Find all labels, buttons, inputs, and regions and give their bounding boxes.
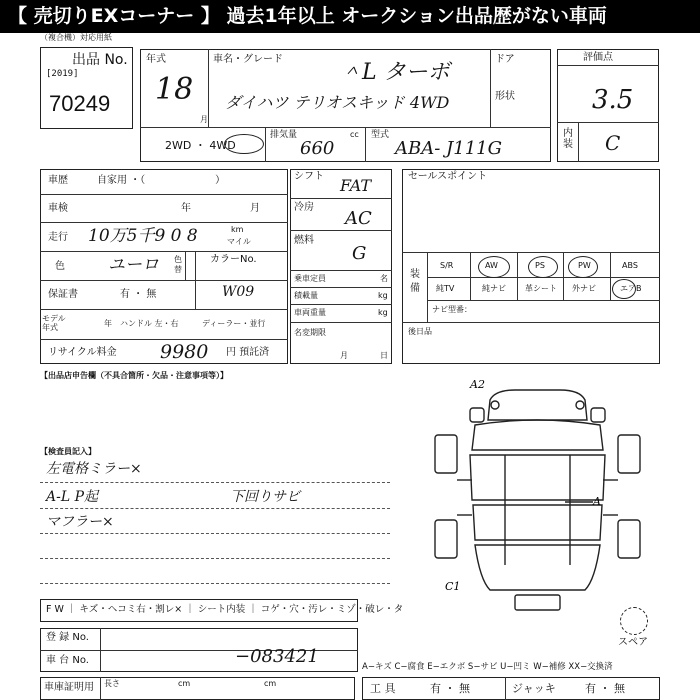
lot-year-tag: [2019] (46, 69, 79, 79)
inspector-note-2: A-L P起 (46, 489, 99, 505)
color-change-label: 色替 (174, 255, 182, 274)
spare-tire-icon (620, 607, 648, 635)
displacement-label: 排気量 (270, 130, 298, 140)
shift-label: シフト (294, 171, 324, 182)
aw-circle (478, 256, 510, 278)
year-value: 18 (155, 72, 194, 107)
equipment-label: 装備 (410, 269, 420, 294)
equip-sr: S/R (440, 261, 454, 270)
sales-point-label: セールスポイント (408, 171, 488, 182)
chassis-value: −083421 (235, 646, 319, 667)
chassis-label: 車 台 No. (46, 655, 89, 666)
inspector-note-4: 下回りサビ (230, 489, 300, 505)
equip-ps: PS (535, 261, 545, 270)
cc-unit: cc (350, 130, 359, 139)
capacity-unit: 名 (380, 274, 388, 283)
color-code-label: カラーNo. (210, 254, 257, 265)
inspector-title: 【検査員記入】 (40, 447, 96, 456)
cm-unit-1: cm (178, 679, 191, 688)
weight-label: 車両重量 (294, 308, 326, 317)
equip-pw: PW (578, 261, 591, 270)
capacity-label: 乗車定員 (294, 274, 326, 283)
grade-handwritten: ＾L ターボ (340, 60, 450, 85)
color-label: 色 (55, 261, 65, 272)
year-label: 年式 (146, 54, 166, 65)
equip-navi: 純ナビ (482, 284, 506, 293)
fuel-value: G (352, 243, 367, 264)
name-grade-label: 車名・グレード (213, 54, 283, 65)
vehicle-name-handwritten: ダイハツ テリオスキッド 4WD (225, 93, 450, 112)
history-label: 車歴 (48, 175, 68, 186)
drive-4wd-circle (224, 134, 264, 154)
score-value: 3.5 (592, 85, 634, 115)
displacement-value: 660 (300, 138, 335, 159)
inspector-note-3: マフラー× (46, 514, 114, 530)
model-year-label: モデル年式 (42, 314, 66, 332)
jack-label: ジャッキ (512, 682, 556, 695)
model-label: 型式 (371, 130, 390, 140)
ps-circle (528, 256, 558, 278)
interior-label: 内装 (563, 128, 573, 150)
name-change-day: 日 (380, 351, 388, 360)
door-label: ドア (495, 54, 515, 65)
drive-label: 2WD ・ 4WD (165, 139, 236, 152)
model-year-unit: 年 (104, 319, 112, 328)
equip-airbag: エアB (620, 284, 642, 293)
fuel-label: 燃料 (294, 235, 314, 246)
mileage-value: 10万5千9 0 8 (88, 226, 198, 246)
inspector-note-1: 左電格ミラー× (46, 461, 142, 477)
pw-circle (568, 256, 598, 278)
navi-model-label: ナビ型番： (432, 305, 472, 314)
dealer-label: ディーラー・並行 (202, 319, 266, 328)
load-unit: kg (378, 291, 388, 300)
equip-tv: 純TV (436, 284, 455, 293)
warranty-value: 有 ・ 無 (120, 289, 157, 300)
recycle-value: 9980 (160, 341, 209, 363)
color-code-value: W09 (222, 284, 255, 300)
mark-right: A (593, 495, 601, 508)
equip-abs: ABS (622, 261, 638, 270)
handle-label: ハンドル 左・右 (120, 319, 179, 328)
equip-ext-navi: 外ナビ (572, 284, 596, 293)
reg-label: 登 録 No. (46, 632, 89, 643)
car-damage-diagram (415, 380, 660, 620)
detail-table (40, 169, 288, 364)
weight-unit: kg (378, 308, 388, 317)
jack-value: 有 ・ 無 (585, 682, 625, 695)
form-subheader: （複合機）対応用紙 (40, 33, 112, 42)
tools-value: 有 ・ 無 (430, 682, 470, 695)
cm-unit-2: cm (264, 679, 277, 688)
equip-aw: AW (485, 261, 498, 270)
mileage-km-unit: km (231, 225, 244, 234)
aircon-label: 冷房 (294, 202, 314, 213)
lot-number: 70249 (49, 91, 111, 116)
equip-leather: 革シート (525, 284, 557, 293)
history-value: 自家用 ・（ ） (97, 175, 226, 186)
codes-row-text: F W ｜ キズ・ヘコミ右・割レ× ｜ シート内装 ｜ コゲ・穴・汚レ・ミゾ・破レ・タ (46, 604, 404, 615)
inspection-label: 車検 (48, 203, 68, 214)
load-label: 積載量 (294, 291, 318, 300)
name-change-month: 月 (340, 351, 348, 360)
interior-value: C (605, 131, 621, 155)
aircon-value: AC (345, 208, 372, 229)
shift-value: FAT (340, 176, 372, 195)
report-title: 【出品店申告欄（不具合箇所・欠品・注意事項等）】 (40, 371, 228, 380)
airbag-circle (612, 279, 636, 299)
late-date-label: 後日品 (408, 327, 432, 336)
name-change-label: 名変期限 (294, 328, 326, 337)
spare-label: スペア (618, 637, 648, 648)
length-label: 長さ (104, 679, 120, 688)
warranty-label: 保証書 (48, 289, 78, 300)
mileage-label: 走行 (48, 232, 68, 243)
inspection-year-unit: 年 (181, 203, 191, 214)
inspection-month-unit: 月 (250, 203, 260, 214)
banner-text: 【 売切りEXコーナー 】 過去1年以上 オークション出品歴がない車両 (8, 5, 607, 27)
shape-label: 形状 (495, 91, 515, 102)
mileage-mile-unit: マイル (227, 237, 251, 246)
garage-cert-label: 車庫証明用 (44, 682, 94, 693)
score-label: 評価点 (583, 52, 613, 63)
lot-label: 出品 No. (72, 52, 128, 68)
recycle-label: リサイクル料金 (48, 347, 117, 358)
color-value: ユーロ (108, 255, 159, 275)
year-month-unit: 月 (200, 115, 208, 124)
model-value: ABA- J111G (395, 138, 502, 159)
tools-label: 工 具 (370, 682, 396, 695)
recycle-unit: 円 預託済 (226, 347, 270, 358)
mark-bottom-left: C1 (445, 580, 461, 593)
header-banner (0, 0, 700, 33)
damage-legend: A−キズ C−腐食 E−エクボ S−サビ U−凹ミ W−補修 XX−交換済 (362, 662, 613, 672)
mark-top: A2 (470, 380, 485, 391)
